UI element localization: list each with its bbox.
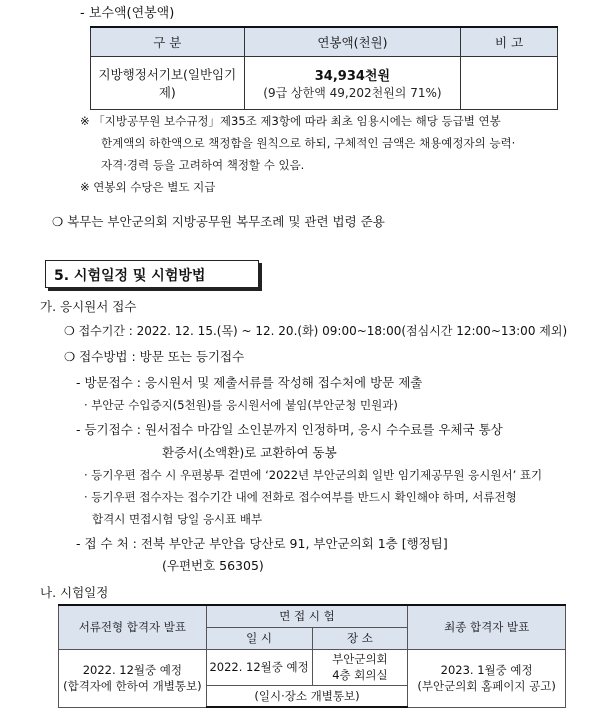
pay-row-amount-cell xyxy=(244,57,461,110)
pay-table xyxy=(90,26,558,110)
pay-amount-note: (9급 상한액 49,202천원의 71%) xyxy=(263,86,442,100)
section5-title: 5. 시험일정 및 시험방법 xyxy=(54,268,206,284)
pay-header-category: 구 분 xyxy=(91,27,245,57)
sched-header-interview: 면 접 시 험 xyxy=(206,605,408,627)
sub-a-title: 가. 응시원서 접수 xyxy=(40,299,137,314)
pay-note-2: 한계액의 하한액으로 책정함을 원칙으로 하되, 구체적인 금액은 채용예정자의 능력· xyxy=(101,136,516,150)
sched-doc-cell xyxy=(59,649,207,707)
sched-doc-note: (합격자에 한하여 개별통보) xyxy=(63,679,202,693)
sched-interview-place-1: 부안군의회 xyxy=(332,652,388,666)
pay-header-remark: 비 고 xyxy=(461,27,558,57)
mail-receipt: - 등기접수 : 원서접수 마감일 소인분까지 인정하며, 응시 수수료를 우체국 통상 xyxy=(76,422,503,437)
pay-amount: 34,934천원 xyxy=(314,69,391,84)
sched-interview-place-2: 4층 회의실 xyxy=(332,668,388,682)
schedule-table xyxy=(58,604,566,708)
duty-note: ❍ 복무는 부안군의회 지방공무원 복무조례 및 관련 법령 준용 xyxy=(52,214,385,229)
pay-note-4: ※ 연봉외 수당은 별도 지급 xyxy=(80,180,216,194)
pay-header-salary: 연봉액(천원) xyxy=(244,27,461,57)
sched-interview-notice: (일시·장소 개별통보) xyxy=(206,685,408,707)
sched-interview-date: 2022. 12월중 예정 xyxy=(206,649,312,685)
sched-doc-date: 2022. 12월중 예정 xyxy=(82,663,182,677)
section5-title-box xyxy=(45,260,259,288)
mail-receipt-cont: 환증서(소액환)로 교환하여 동봉 xyxy=(162,445,337,460)
sched-final-date: 2023. 1월중 예정 xyxy=(440,663,533,677)
sub-b-title: 나. 시험일정 xyxy=(40,585,109,600)
pay-row-label: 지방행정서기보(일반임기제) xyxy=(91,57,245,110)
sched-interview-place-cell xyxy=(312,649,408,685)
visit-stamp-note: · 부안군 수입증지(5천원)를 응시원서에 붙임(부안군청 민원과) xyxy=(84,398,398,412)
mail-confirm-note: · 등기우편 접수자는 접수기간 내에 전화로 접수여부를 반드시 확인해야 하며, 서류전형 xyxy=(84,490,517,504)
sched-header-final: 최종 합격자 발표 xyxy=(408,605,566,649)
sched-header-doc: 서류전형 합격자 발표 xyxy=(59,605,207,649)
postal-code: (우편번호 56305) xyxy=(162,558,264,573)
mail-envelope-note: · 등기우편 접수 시 우편봉투 겉면에 ‘2022년 부안군의회 일반 임기제공무원 응시원서’ 표기 xyxy=(84,468,543,482)
sched-final-note: (부안군의회 홈페이지 공고) xyxy=(417,679,556,693)
receipt-method: ❍ 접수방법 : 방문 또는 등기접수 xyxy=(64,349,245,364)
sched-final-cell xyxy=(408,649,566,707)
pay-note-1: ※ 「지방공무원 보수규정」제35조 제3항에 따라 최초 임용시에는 해당 등급별 연봉 xyxy=(80,114,501,128)
sched-header-place: 장 소 xyxy=(312,627,408,649)
receipt-period: ❍ 접수기간 : 2022. 12. 15.(목) ~ 12. 20.(화) 09:00~18:00(점심시간 12:00~13:00 제외) xyxy=(64,324,568,338)
sched-header-date: 일 시 xyxy=(206,627,312,649)
pay-section-title: - 보수액(연봉액) xyxy=(80,6,175,21)
pay-note-3: 자격·경력 등을 고려하여 책정할 수 있음. xyxy=(101,158,305,172)
mail-confirm-cont: 합격시 면접시험 당일 응시표 배부 xyxy=(92,512,263,526)
pay-row-remark xyxy=(461,57,558,110)
receipt-place: - 접 수 처 : 전북 부안군 부안읍 당산로 91, 부안군의회 1층 [행정팀] xyxy=(76,536,448,551)
visit-receipt: - 방문접수 : 응시원서 및 제출서류를 작성해 접수처에 방문 제출 xyxy=(76,375,423,390)
